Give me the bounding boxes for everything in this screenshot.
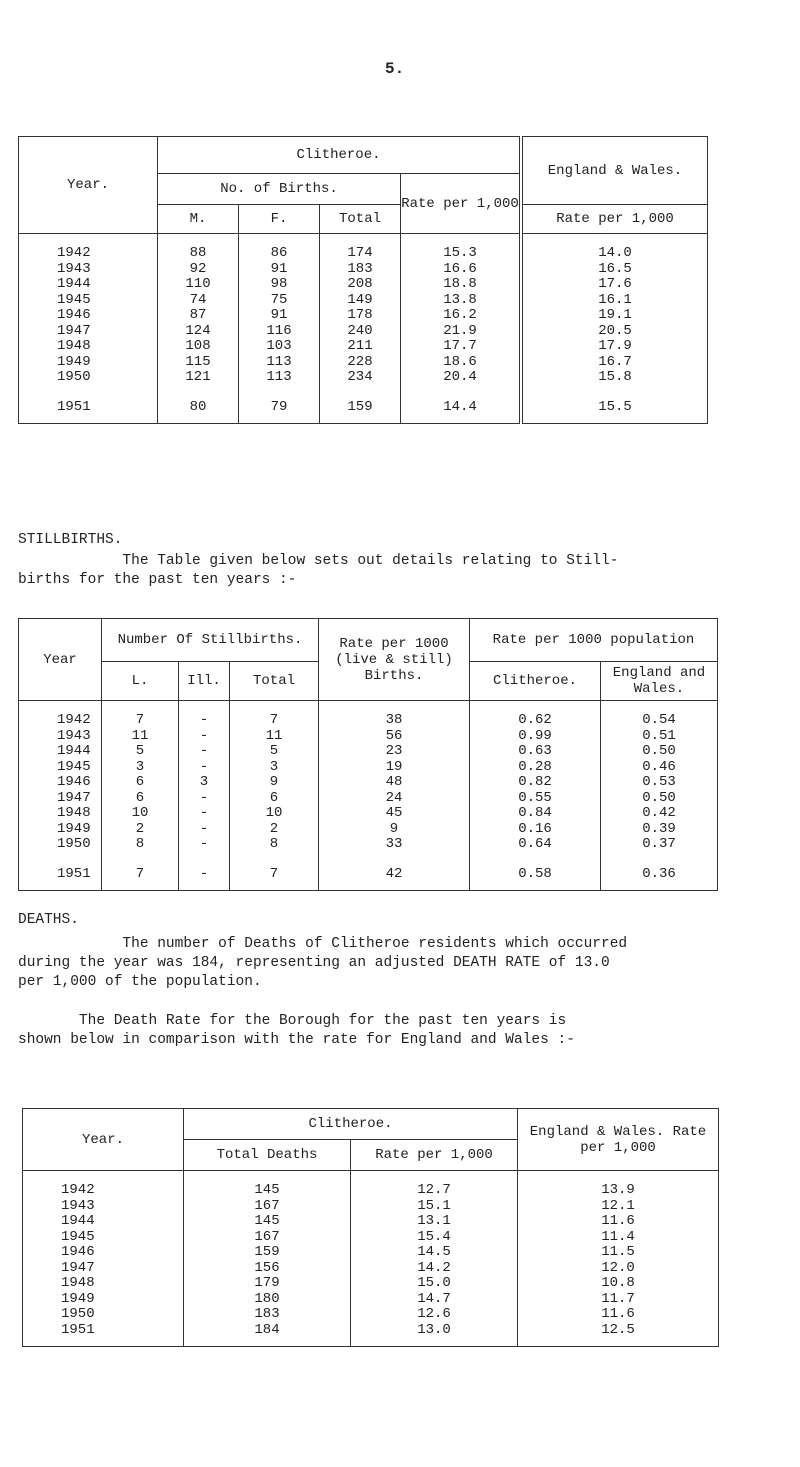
col-no-of-births: No. of Births. xyxy=(158,174,401,205)
table-cell: 0.50 xyxy=(601,744,718,760)
table-cell: 110 xyxy=(158,277,239,293)
table-cell: 10.8 xyxy=(518,1276,719,1292)
table-cell: 0.63 xyxy=(470,744,601,760)
col-year: Year. xyxy=(23,1109,184,1171)
table-cell: 11.7 xyxy=(518,1292,719,1308)
table-row xyxy=(19,729,718,745)
table-row xyxy=(19,293,708,309)
table-cell: 56 xyxy=(319,729,470,745)
table-cell: 14.7 xyxy=(351,1292,518,1308)
deaths-heading: DEATHS. xyxy=(18,912,79,928)
table-cell: 184 xyxy=(184,1323,351,1347)
table-cell: 1947 xyxy=(23,1261,184,1277)
table-cell: 8 xyxy=(230,837,319,853)
table-cell: 10 xyxy=(102,806,179,822)
table-cell: 180 xyxy=(184,1292,351,1308)
table-cell: - xyxy=(179,744,230,760)
table-cell: 21.9 xyxy=(401,324,522,340)
table-cell: 18.8 xyxy=(401,277,522,293)
table-cell: 1951 xyxy=(19,386,158,424)
table-cell: 20.4 xyxy=(401,370,522,386)
table-cell: 24 xyxy=(319,791,470,807)
table-cell: 17.6 xyxy=(521,277,708,293)
col-clitheroe: Clitheroe. xyxy=(470,662,601,701)
table-cell: 1942 xyxy=(23,1171,184,1199)
table-cell: 0.54 xyxy=(601,701,718,729)
table-cell: 15.1 xyxy=(351,1199,518,1215)
table-cell: 0.36 xyxy=(601,853,718,891)
table-cell: - xyxy=(179,701,230,729)
table-cell: 33 xyxy=(319,837,470,853)
table-cell: 11 xyxy=(102,729,179,745)
table-cell: 9 xyxy=(230,775,319,791)
table-cell: 79 xyxy=(239,386,320,424)
table-cell: 11.6 xyxy=(518,1307,719,1323)
table-row xyxy=(23,1276,719,1292)
table-cell: 1944 xyxy=(23,1214,184,1230)
stillbirths-paragraph: The Table given below sets out details relating to Still- births for the past ten years :- xyxy=(18,553,619,588)
table-cell: 14.2 xyxy=(351,1261,518,1277)
table-cell: 1950 xyxy=(19,370,158,386)
table-cell: 167 xyxy=(184,1230,351,1246)
table-cell: 11.6 xyxy=(518,1214,719,1230)
table-cell: 13.8 xyxy=(401,293,522,309)
table-cell: 86 xyxy=(239,234,320,262)
table-cell: 13.1 xyxy=(351,1214,518,1230)
table-cell: 12.7 xyxy=(351,1171,518,1199)
table-cell: 1947 xyxy=(19,791,102,807)
table-cell: 16.2 xyxy=(401,308,522,324)
table-cell: 48 xyxy=(319,775,470,791)
table-cell: 18.6 xyxy=(401,355,522,371)
table-cell: 113 xyxy=(239,355,320,371)
table-row xyxy=(19,324,708,340)
table-cell: - xyxy=(179,837,230,853)
table-row xyxy=(19,277,708,293)
table-cell: 1950 xyxy=(19,837,102,853)
deaths-paragraph-1: The number of Deaths of Clitheroe residents which occurred during the year was 184, representing an adjusted DEATH RATE of 13.0 per 1,000 of the population. xyxy=(18,936,628,990)
col-rate: Rate per 1,000 xyxy=(351,1140,518,1171)
table-cell: 7 xyxy=(102,853,179,891)
table-cell: 145 xyxy=(184,1171,351,1199)
table-cell: - xyxy=(179,806,230,822)
table-row xyxy=(19,370,708,386)
table-cell: 1942 xyxy=(19,234,158,262)
table-cell: 0.55 xyxy=(470,791,601,807)
table-row xyxy=(19,262,708,278)
table-row xyxy=(19,775,718,791)
col-england: England & Wales. xyxy=(521,137,708,205)
table-row xyxy=(23,1171,719,1199)
col-rate-live-still: Rate per 1000 (live & still) Births. xyxy=(319,619,470,701)
table-row xyxy=(19,339,708,355)
table-cell: 45 xyxy=(319,806,470,822)
table-cell: 7 xyxy=(102,701,179,729)
table-cell: 2 xyxy=(230,822,319,838)
table-cell: 1948 xyxy=(19,339,158,355)
table-cell: 14.5 xyxy=(351,1245,518,1261)
stillbirths-table xyxy=(18,618,718,891)
table-cell: 1943 xyxy=(19,729,102,745)
table-cell: 16.1 xyxy=(521,293,708,309)
table-row xyxy=(19,744,718,760)
deaths-paragraph-2: The Death Rate for the Borough for the past ten years is shown below in comparison with the rate for England and Wales :- xyxy=(18,1013,575,1048)
table-cell: 0.16 xyxy=(470,822,601,838)
table-cell: 75 xyxy=(239,293,320,309)
col-rate-per: Rate per 1,000 xyxy=(401,174,522,234)
table-cell: 98 xyxy=(239,277,320,293)
table-cell: 10 xyxy=(230,806,319,822)
table-row xyxy=(23,1245,719,1261)
table-cell: 15.5 xyxy=(521,386,708,424)
table-cell: 183 xyxy=(184,1307,351,1323)
table-row xyxy=(19,386,708,424)
table-cell: 0.62 xyxy=(470,701,601,729)
col-m: M. xyxy=(158,205,239,234)
table-cell: 0.46 xyxy=(601,760,718,776)
table-cell: 174 xyxy=(320,234,401,262)
table-cell: 15.4 xyxy=(351,1230,518,1246)
table-cell: 103 xyxy=(239,339,320,355)
table-cell: 7 xyxy=(230,701,319,729)
table-cell: - xyxy=(179,822,230,838)
table-cell: 2 xyxy=(102,822,179,838)
table-row xyxy=(23,1307,719,1323)
table-cell: 1948 xyxy=(19,806,102,822)
table-cell: 121 xyxy=(158,370,239,386)
table-cell: 0.37 xyxy=(601,837,718,853)
table-cell: 12.0 xyxy=(518,1261,719,1277)
table-cell: 178 xyxy=(320,308,401,324)
table-cell: 8 xyxy=(102,837,179,853)
table-cell: 167 xyxy=(184,1199,351,1215)
table-row xyxy=(23,1261,719,1277)
col-number-of-stillbirths: Number Of Stillbirths. xyxy=(102,619,319,662)
table-cell: 91 xyxy=(239,308,320,324)
col-total: Total xyxy=(320,205,401,234)
table-cell: 3 xyxy=(179,775,230,791)
table-cell: 1949 xyxy=(19,355,158,371)
col-england: England & Wales. Rate per 1,000 xyxy=(518,1109,719,1171)
table-cell: 13.9 xyxy=(518,1171,719,1199)
page-number: 5. xyxy=(385,60,405,78)
col-ill: Ill. xyxy=(179,662,230,701)
table-cell: 1945 xyxy=(19,293,158,309)
table-cell: 1947 xyxy=(19,324,158,340)
table-cell: 91 xyxy=(239,262,320,278)
table-row xyxy=(23,1199,719,1215)
table-cell: 15.3 xyxy=(401,234,522,262)
table-cell: 1943 xyxy=(23,1199,184,1215)
table-cell: 1944 xyxy=(19,277,158,293)
table-cell: 12.6 xyxy=(351,1307,518,1323)
table-cell: 5 xyxy=(102,744,179,760)
table-cell: 1943 xyxy=(19,262,158,278)
table-cell: 12.1 xyxy=(518,1199,719,1215)
table-cell: 1950 xyxy=(23,1307,184,1323)
table-cell: 156 xyxy=(184,1261,351,1277)
table-cell: 0.82 xyxy=(470,775,601,791)
table-cell: 1945 xyxy=(19,760,102,776)
table-cell: 12.5 xyxy=(518,1323,719,1347)
table-cell: 3 xyxy=(230,760,319,776)
table-cell: 0.51 xyxy=(601,729,718,745)
table-cell: 1945 xyxy=(23,1230,184,1246)
table-cell: 179 xyxy=(184,1276,351,1292)
table-cell: 0.50 xyxy=(601,791,718,807)
table-cell: 80 xyxy=(158,386,239,424)
table-cell: 1946 xyxy=(19,775,102,791)
table-cell: 1944 xyxy=(19,744,102,760)
col-rate-population: Rate per 1000 population xyxy=(470,619,718,662)
table-row xyxy=(19,806,718,822)
col-f: F. xyxy=(239,205,320,234)
table-cell: 1946 xyxy=(23,1245,184,1261)
table-cell: 1946 xyxy=(19,308,158,324)
col-total-deaths: Total Deaths xyxy=(184,1140,351,1171)
table-row xyxy=(19,853,718,891)
table-cell: 0.64 xyxy=(470,837,601,853)
table-cell: 14.0 xyxy=(521,234,708,262)
table-row xyxy=(23,1230,719,1246)
table-cell: 92 xyxy=(158,262,239,278)
col-total: Total xyxy=(230,662,319,701)
table-cell: - xyxy=(179,791,230,807)
table-cell: 124 xyxy=(158,324,239,340)
table-cell: 16.7 xyxy=(521,355,708,371)
table-cell: 183 xyxy=(320,262,401,278)
table-cell: 15.8 xyxy=(521,370,708,386)
col-l: L. xyxy=(102,662,179,701)
table-cell: 1948 xyxy=(23,1276,184,1292)
table-cell: 19.1 xyxy=(521,308,708,324)
table-cell: 145 xyxy=(184,1214,351,1230)
table-cell: 1942 xyxy=(19,701,102,729)
table-row xyxy=(19,837,718,853)
table-cell: 3 xyxy=(102,760,179,776)
table-row xyxy=(19,308,708,324)
table-row xyxy=(23,1323,719,1347)
table-cell: - xyxy=(179,853,230,891)
deaths-table xyxy=(22,1108,719,1347)
table-cell: 11.5 xyxy=(518,1245,719,1261)
births-table xyxy=(18,136,708,424)
table-cell: 149 xyxy=(320,293,401,309)
table-row xyxy=(19,355,708,371)
table-row xyxy=(23,1214,719,1230)
table-cell: 5 xyxy=(230,744,319,760)
table-cell: 15.0 xyxy=(351,1276,518,1292)
table-cell: 208 xyxy=(320,277,401,293)
table-row xyxy=(19,701,718,729)
table-cell: 159 xyxy=(320,386,401,424)
table-cell: 38 xyxy=(319,701,470,729)
table-cell: 108 xyxy=(158,339,239,355)
col-clitheroe: Clitheroe. xyxy=(184,1109,518,1140)
col-england: England and Wales. xyxy=(601,662,718,701)
table-cell: 7 xyxy=(230,853,319,891)
table-cell: 13.0 xyxy=(351,1323,518,1347)
table-row xyxy=(19,822,718,838)
table-row xyxy=(23,1292,719,1308)
table-cell: 234 xyxy=(320,370,401,386)
col-ew-rate: Rate per 1,000 xyxy=(521,205,708,234)
table-cell: 23 xyxy=(319,744,470,760)
table-cell: 19 xyxy=(319,760,470,776)
table-cell: 116 xyxy=(239,324,320,340)
table-cell: 17.9 xyxy=(521,339,708,355)
table-cell: 211 xyxy=(320,339,401,355)
table-cell: 74 xyxy=(158,293,239,309)
table-cell: - xyxy=(179,760,230,776)
table-cell: 6 xyxy=(102,775,179,791)
table-cell: 0.58 xyxy=(470,853,601,891)
col-year: Year xyxy=(19,619,102,701)
table-cell: 0.84 xyxy=(470,806,601,822)
table-row xyxy=(19,234,708,262)
table-cell: 88 xyxy=(158,234,239,262)
table-cell: 11 xyxy=(230,729,319,745)
stillbirths-heading: STILLBIRTHS. xyxy=(18,532,123,548)
table-cell: 0.39 xyxy=(601,822,718,838)
table-cell: 11.4 xyxy=(518,1230,719,1246)
table-cell: 115 xyxy=(158,355,239,371)
table-cell: 159 xyxy=(184,1245,351,1261)
table-cell: 6 xyxy=(102,791,179,807)
table-cell: 87 xyxy=(158,308,239,324)
table-cell: 0.28 xyxy=(470,760,601,776)
table-cell: 240 xyxy=(320,324,401,340)
table-cell: 113 xyxy=(239,370,320,386)
table-cell: 17.7 xyxy=(401,339,522,355)
col-year: Year. xyxy=(19,137,158,234)
table-cell: 1951 xyxy=(19,853,102,891)
table-cell: 0.53 xyxy=(601,775,718,791)
table-cell: 1949 xyxy=(19,822,102,838)
table-cell: 20.5 xyxy=(521,324,708,340)
table-cell: 228 xyxy=(320,355,401,371)
table-cell: 14.4 xyxy=(401,386,522,424)
table-row xyxy=(19,760,718,776)
table-cell: 6 xyxy=(230,791,319,807)
table-cell: 0.99 xyxy=(470,729,601,745)
table-cell: - xyxy=(179,729,230,745)
col-clitheroe: Clitheroe. xyxy=(158,137,522,174)
table-cell: 16.5 xyxy=(521,262,708,278)
table-cell: 42 xyxy=(319,853,470,891)
table-row xyxy=(19,791,718,807)
table-cell: 1949 xyxy=(23,1292,184,1308)
table-cell: 0.42 xyxy=(601,806,718,822)
table-cell: 9 xyxy=(319,822,470,838)
table-cell: 1951 xyxy=(23,1323,184,1347)
table-cell: 16.6 xyxy=(401,262,522,278)
